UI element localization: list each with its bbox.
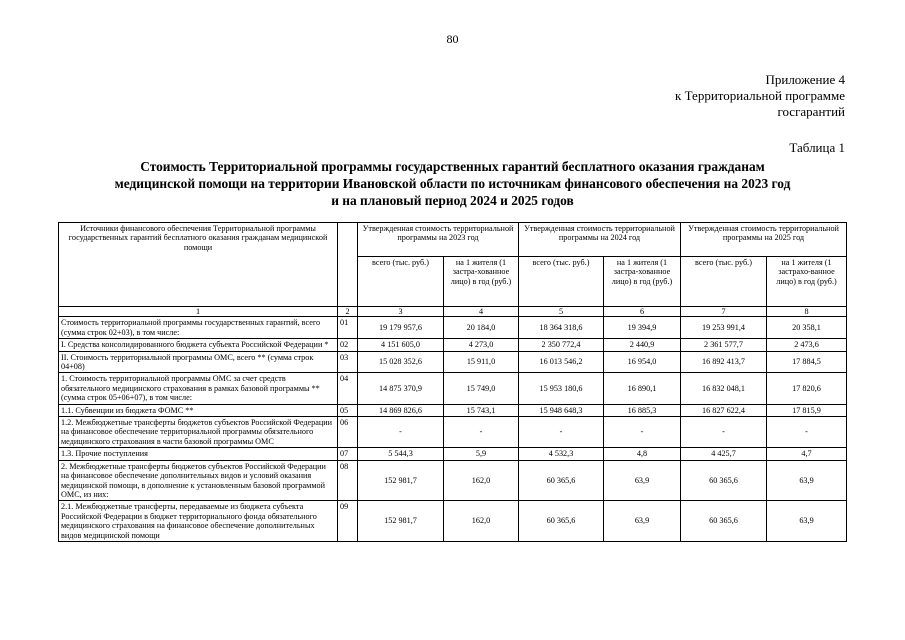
row-code: 04 [338,373,358,404]
appendix-line-3: госгарантий [777,104,845,119]
row-code: 07 [338,448,358,460]
value-2025-total: 2 361 577,7 [681,339,767,351]
value-2024-total: 15 953 180,6 [519,373,604,404]
value-2025-per-capita: 17 820,6 [767,373,847,404]
table-row [59,460,847,501]
value-2025-total: 4 425,7 [681,448,767,460]
column-number: 3 [358,307,444,317]
value-2025-per-capita: 20 358,1 [767,317,847,339]
header-2023: Утвержденная стоимость территориальной программы на 2023 год [358,223,519,257]
table-row [59,339,847,351]
value-2024-total: 16 013 546,2 [519,351,604,373]
value-2023-per-capita: 15 743,1 [444,404,519,416]
value-2024-per-capita: 4,8 [604,448,681,460]
value-2025-total: 16 892 413,7 [681,351,767,373]
page-number: 80 [446,32,459,46]
row-name: 1.1. Субвенции из бюджета ФОМС ** [59,404,338,416]
appendix-line-1: Приложение 4 [765,72,845,87]
value-2024-total: 18 364 318,6 [519,317,604,339]
value-2023-total: 152 981,7 [358,501,444,542]
value-2024-total: 4 532,3 [519,448,604,460]
table-row [59,317,847,339]
value-2025-per-capita: 63,9 [767,460,847,501]
table-row [59,417,847,448]
value-2024-per-capita: 16 954,0 [604,351,681,373]
value-2023-per-capita: 5,9 [444,448,519,460]
table-row [59,351,847,373]
value-2024-per-capita: 16 885,3 [604,404,681,416]
row-name: II. Стоимость территориальной программы ОМС, всего ** (сумма строк 04+08) [59,351,338,373]
row-name: 2.1. Межбюджетные трансферты, передаваемые из бюджета субъекта Российской Федерации в бюджет территориального фонда обязательного медицинского страхования на финансовое обеспечение дополнительных видов медицинской помощи [59,501,338,542]
value-2025-total: 19 253 991,4 [681,317,767,339]
column-number: 2 [338,307,358,317]
value-2024-per-capita: 63,9 [604,501,681,542]
column-number: 7 [681,307,767,317]
column-number: 5 [519,307,604,317]
value-2023-total: - [358,417,444,448]
value-2023-per-capita: - [444,417,519,448]
column-number: 1 [59,307,338,317]
table-row [59,404,847,416]
value-2024-total: 60 365,6 [519,501,604,542]
row-name: 2. Межбюджетные трансферты бюджетов субъектов Российской Федерации на финансовое обеспечение дополнительных видов и условий оказания медицинской помощи, в дополнение к установленным базовой программой ОМС, из них: [59,460,338,501]
value-2023-total: 5 544,3 [358,448,444,460]
row-name: I. Средства консолидированного бюджета субъекта Российской Федерации * [59,339,338,351]
subheader-total-2024: всего (тыс. руб.) [519,257,604,307]
column-number: 8 [767,307,847,317]
value-2025-per-capita: 17 884,5 [767,351,847,373]
row-code: 06 [338,417,358,448]
table-number: Таблица 1 [789,140,845,155]
row-name: Стоимость территориальной программы государственных гарантий, всего (сумма строк 02+03), в том числе: [59,317,338,339]
subheader-total-2025: всего (тыс. руб.) [681,257,767,307]
value-2024-per-capita: 19 394,9 [604,317,681,339]
value-2024-total: - [519,417,604,448]
header-code [338,223,358,307]
row-code: 05 [338,404,358,416]
column-number: 6 [604,307,681,317]
subheader-per-capita-2024: на 1 жителя (1 застра-хованное лицо) в год (руб.) [604,257,681,307]
title-line-1: Стоимость Территориальной программы государственных гарантий бесплатного оказания гражданам [140,159,765,174]
value-2023-total: 152 981,7 [358,460,444,501]
row-name: 1.3. Прочие поступления [59,448,338,460]
value-2025-total: - [681,417,767,448]
column-number-row [59,307,847,317]
row-name: 1. Стоимость территориальной программы ОМС за счет средств обязательного медицинского страхования в рамках базовой программы ** (сумма строк 05+06+07), в том числе: [59,373,338,404]
row-code: 02 [338,339,358,351]
table-row [59,373,847,404]
value-2024-per-capita: 2 440,9 [604,339,681,351]
subheader-per-capita-2023: на 1 жителя (1 застра-хованное лицо) в год (руб.) [444,257,519,307]
table-row [59,448,847,460]
subheader-per-capita-2025: на 1 жителя (1 застрахо-ванное лицо) в год (руб.) [767,257,847,307]
appendix-caption [675,72,845,120]
row-code: 09 [338,501,358,542]
row-code: 08 [338,460,358,501]
header-2025: Утвержденная стоимость территориальной программы на 2025 год [681,223,847,257]
value-2024-per-capita: 16 890,1 [604,373,681,404]
row-code: 01 [338,317,358,339]
value-2025-total: 16 827 622,4 [681,404,767,416]
appendix-line-2: к Территориальной программе [675,88,845,103]
column-number: 4 [444,307,519,317]
value-2023-total: 14 875 370,9 [358,373,444,404]
value-2023-total: 14 869 826,6 [358,404,444,416]
row-code: 03 [338,351,358,373]
value-2024-total: 15 948 648,3 [519,404,604,416]
value-2023-per-capita: 15 911,0 [444,351,519,373]
value-2023-per-capita: 162,0 [444,460,519,501]
value-2023-total: 19 179 957,6 [358,317,444,339]
value-2024-per-capita: 63,9 [604,460,681,501]
value-2024-total: 60 365,6 [519,460,604,501]
value-2025-total: 60 365,6 [681,501,767,542]
value-2025-per-capita: - [767,417,847,448]
value-2023-per-capita: 162,0 [444,501,519,542]
document-title [50,158,855,209]
value-2023-per-capita: 20 184,0 [444,317,519,339]
value-2025-per-capita: 4,7 [767,448,847,460]
subheader-total-2023: всего (тыс. руб.) [358,257,444,307]
title-line-2: медицинской помощи на территории Ивановской области по источникам финансового обеспечения на 2023 год [114,176,791,191]
header-2024: Утвержденная стоимость территориальной программы на 2024 год [519,223,681,257]
value-2025-per-capita: 63,9 [767,501,847,542]
value-2023-per-capita: 4 273,0 [444,339,519,351]
value-2024-per-capita: - [604,417,681,448]
header-source: Источники финансового обеспечения Территориальной программы государственных гарантий бесплатного оказания гражданам медицинской помощи [59,223,338,307]
value-2023-total: 4 151 605,0 [358,339,444,351]
cost-table [58,222,847,542]
row-name: 1.2. Межбюджетные трансферты бюджетов субъектов Российской Федерации на финансовое обеспечение территориальной программы обязательного медицинского страхования в части базовой программы ОМС [59,417,338,448]
value-2023-per-capita: 15 749,0 [444,373,519,404]
value-2025-total: 60 365,6 [681,460,767,501]
value-2024-total: 2 350 772,4 [519,339,604,351]
value-2025-total: 16 832 048,1 [681,373,767,404]
value-2025-per-capita: 2 473,6 [767,339,847,351]
value-2023-total: 15 028 352,6 [358,351,444,373]
title-line-3: и на плановый период 2024 и 2025 годов [331,193,574,208]
value-2025-per-capita: 17 815,9 [767,404,847,416]
table-row [59,501,847,542]
